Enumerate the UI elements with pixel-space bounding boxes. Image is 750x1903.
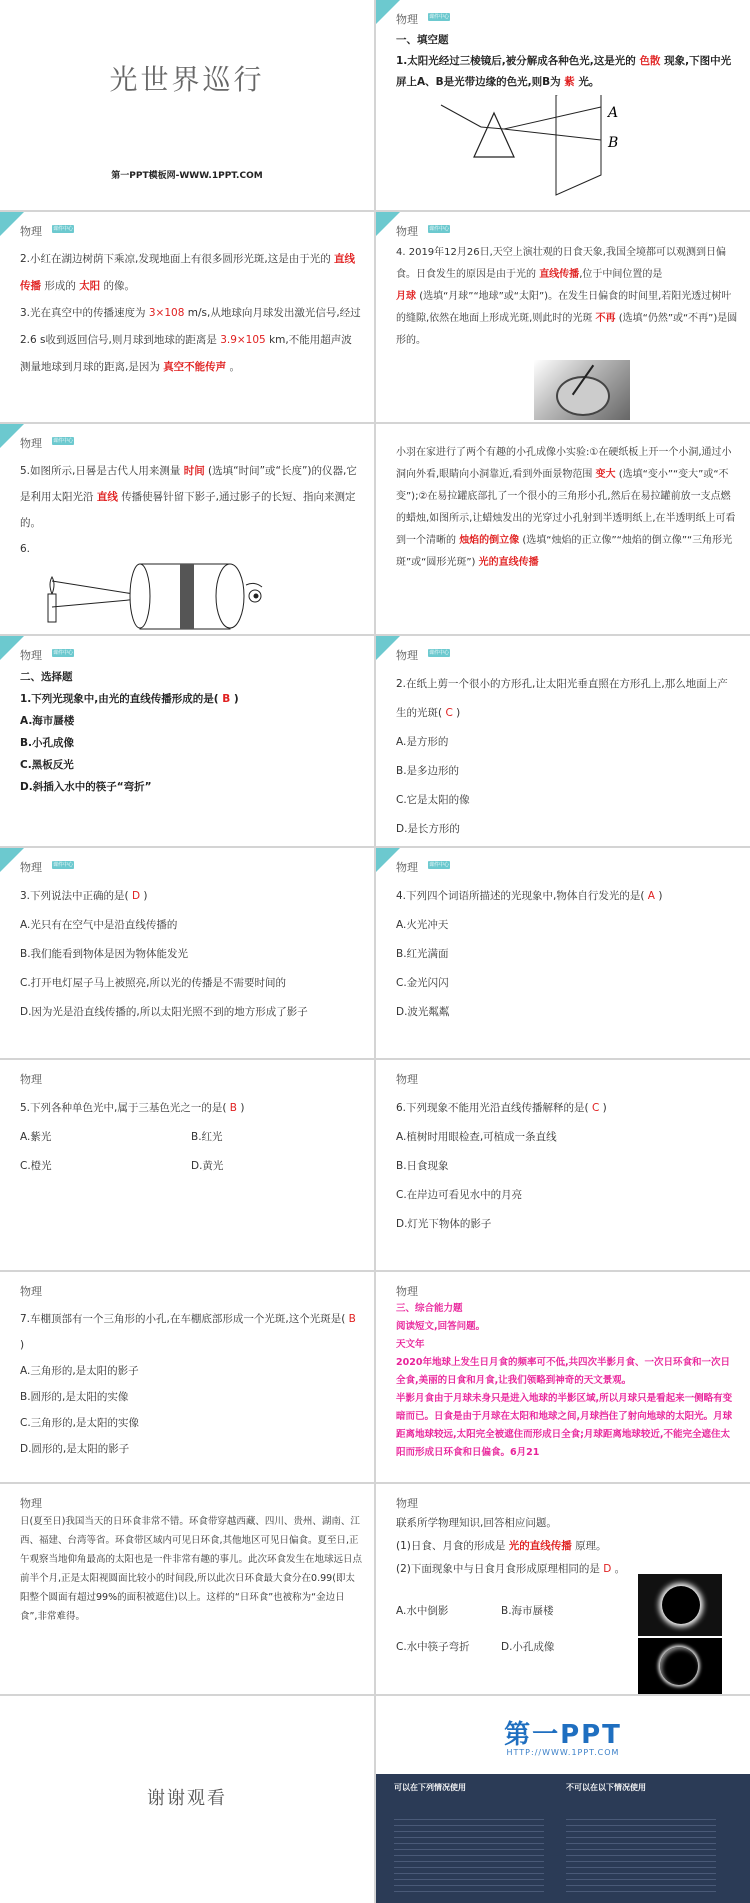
option: B.红光: [191, 1131, 223, 1143]
option: D.是长方形的: [396, 823, 460, 835]
option: A.火光冲天: [396, 919, 449, 931]
option: B.是多边形的: [396, 765, 460, 777]
passage-title: 天文年: [396, 1339, 425, 1350]
cover-subtitle: 第一PPT模板网-WWW.1PPT.COM: [111, 171, 263, 181]
passage-paragraph: 日(夏至日)我国当天的日环食非常不错。环食带穿越西藏、四川、贵州、湖南、江西、福建、台湾等省。环食带区域内可见日环食,其他地区可见日偏食。夏至日,正午观察当地仰角最高的太阳也是一件非常有趣的事儿。此次环食发生在地球远日点前半个月,正是太阳视圆面比较小的时间段,所以此次日环食最大食分在0.99(即太阳整个圆面有超过99%的面积被遮住)以上。这样的“日环食”也被称为“金边日食”,非常难得。: [20, 1516, 363, 1622]
question-number: 6.: [20, 543, 31, 555]
question-text: 2.在纸上剪一个很小的方形孔,让太阳光垂直照在方形孔上,那么地面上产生的光斑( C ): [396, 678, 728, 719]
option: A.水中倒影: [396, 1605, 449, 1617]
brand-logo: 第一PPT: [504, 1720, 622, 1750]
question-text: 小羽在家进行了两个有趣的小孔成像小实验:①在硬纸板上开一个小洞,通过小洞向外看,眼睛向小洞靠近,看到外面景物范围 变大 (选填“变小”“变大”或“不变”);②在易拉罐底部扎了一个很小的三角形小孔,然后在易拉罐前放一支点燃的蜡烛,如图所示,让蜡烛发出的光穿过小孔射到半透明纸上,在半透明纸上可看到一个清晰的 烛焰的倒立像 (选填“烛焰的正立像”“烛焰的倒立像”“三角形光斑”或“圆形光斑”) 光的直线传播: [396, 447, 736, 568]
question-text: 5.如图所示,日晷是古代人用来测量 时间 (选填“时间”或“长度”)的仪器,它是利用太阳光沿 直线 传播使晷针留下影子,通过影子的长短、指向来测定的。: [20, 465, 357, 529]
option: C.在岸边可看见水中的月亮: [396, 1189, 523, 1201]
slide-fill-4: 物理 课件中心 5.如图所示,日晷是古代人用来测量 时间 (选填“时间”或“长度”)的仪器,它是利用太阳光沿 直线 传播使晷针留下影子,通过影子的长短、指向来测定的。 6.: [0, 424, 374, 634]
option: A.光只有在空气中是沿直线传播的: [20, 919, 178, 931]
thanks-text: 谢谢观看: [147, 1788, 227, 1809]
slide-fill-2: 物理 课件中心 2.小红在湖边树荫下乘凉,发现地面上有很多圆形光斑,这是由于光的 直线传播 形成的 太阳 的像。 3.光在真空中的传播速度为 3×108 m/s,从地球向月球发出激光信号,经过2.6 s收到返回信号,则月球到地球的距离是 3.9×105 km,不能用超声波测量地球到月球的距离,是因为 真空不能传声 。: [0, 212, 374, 422]
solar-eclipse-image-2: [638, 1638, 722, 1694]
option: C.橙光: [20, 1160, 52, 1172]
solar-eclipse-image-1: [638, 1574, 722, 1636]
question-text: 5.下列各种单色光中,属于三基色光之一的是( B ): [20, 1102, 245, 1114]
question-text: (1)日食、月食的形成是 光的直线传播 原理。: [396, 1540, 607, 1552]
option: D.波光粼粼: [396, 1006, 450, 1018]
question-text: 1.太阳光经过三棱镜后,被分解成各种色光,这是光的 色散 现象,下图中光屏上A、B是光带边缘的色光,则B为 紫 光。: [396, 55, 732, 88]
slide-reading-cont: 物理 日(夏至日)我国当天的日环食非常不错。环食带穿越西藏、四川、贵州、湖南、江西、福建、台湾等省。环食带区域内可见日环食,其他地区可见日偏食。夏至日,正午观察当地仰角最高的太阳也是一件非常有趣的事儿。此次环食发生在地球远日点前半个月,正是太阳视圆面比较小的时间段,所以此次日环食最大食分在0.99(即太阳整个圆面有超过99%的面积被遮住)以上。这样的“日环食”也被称为“金边日食”,非常难得。: [0, 1484, 374, 1694]
question-text: (2)下面现象中与日食月食形成原理相同的是 D 。: [396, 1563, 626, 1575]
passage-paragraph: 2020年地球上发生日月食的频率可不低,共四次半影月食、一次日环食和一次日全食,美丽的日食和月食,让我们领略到神奇的天文景观。: [396, 1357, 731, 1386]
pinhole-camera-diagram: [40, 559, 320, 634]
option: D.斜插入水中的筷子“弯折”: [20, 781, 152, 793]
option: B.我们能看到物体是因为物体能发光: [20, 948, 189, 960]
option: C.黑板反光: [20, 759, 74, 771]
option: B.小孔成像: [20, 737, 74, 749]
reading-instruction: 阅读短文,回答问题。: [396, 1321, 486, 1332]
slide-cover: [0, 0, 374, 210]
slide-reading-questions: 物理 联系所学物理知识,回答相应问题。 (1)日食、月食的形成是 光的直线传播 原理。 (2)下面现象中与日食月食形成原理相同的是 D 。 A.水中倒影 B.海市蜃楼 C.水中筷子弯折 D.小孔成像: [376, 1484, 750, 1694]
question-text: 6.下列现象不能用光沿直线传播解释的是( C ): [396, 1102, 607, 1114]
cover-title: 光世界巡行: [109, 63, 265, 96]
option: A.海市蜃楼: [20, 715, 75, 727]
passage-paragraph: 半影月食由于月球未身只是进入地球的半影区域,所以月球只是看起来一侧略有变暗而已。日食是由于月球在太阳和地球之间,月球挡住了射向地球的太阳光。月球距离地球较远,太阳完全被遮住而形成日全食;月球距离地球较近,不能完全遮住太阳而形成日环食和日偏食。6月21: [396, 1393, 733, 1458]
slide-fill-1: [376, 0, 750, 210]
option: C.它是太阳的像: [396, 794, 470, 806]
slide-choice-2: 物理 课件中心 2.在纸上剪一个很小的方形孔,让太阳光垂直照在方形孔上,那么地面上产生的光斑( C ) A.是方形的 B.是多边形的 C.它是太阳的像 D.是长方形的: [376, 636, 750, 846]
subject-label: 物理: [396, 14, 418, 26]
option: A.三角形的,是太阳的影子: [20, 1365, 139, 1377]
option: B.红光满面: [396, 948, 449, 960]
option: B.海市蜃楼: [501, 1605, 554, 1617]
slide-choice-1: 物理 课件中心 二、选择题 1.下列光现象中,由光的直线传播形成的是( B ) A.海市蜃楼 B.小孔成像 C.黑板反光 D.斜插入水中的筷子“弯折”: [0, 636, 374, 846]
section-title: 二、选择题: [20, 671, 73, 683]
slide-choice-6: 物理 6.下列现象不能用光沿直线传播解释的是( C ) A.植树时用眼检查,可植成一条直线 B.日食现象 C.在岸边可看见水中的月亮 D.灯光下物体的影子: [376, 1060, 750, 1270]
option: A.紫光: [20, 1131, 52, 1143]
slide-choice-4: 物理 课件中心 4.下列四个词语所描述的光现象中,物体自行发光的是( A ) A.火光冲天 B.红光满面 C.金光闪闪 D.波光粼粼: [376, 848, 750, 1058]
question-text: 4. 2019年12月26日,天空上演壮观的日食天象,我国全境都可以观测到日偏食。日食发生的原因是由于光的 直线传播,位于中间位置的是 月球 (选填“月球”“地球”或“太阳”)。在发生日偏食的时间里,若阳光透过树叶的缝隙,依然在地面上形成光斑,则此时的光斑 不再 (选填“仍然”或“不再”)是圆形的。: [396, 247, 738, 346]
question-text: 2.小红在湖边树荫下乘凉,发现地面上有很多圆形光斑,这是由于光的 直线传播 形成的 太阳 的像。: [20, 253, 356, 292]
option: D.灯光下物体的影子: [396, 1218, 492, 1230]
slide-choice-5: 物理 5.下列各种单色光中,属于三基色光之一的是( B ) A.紫光 B.红光 C.橙光 D.黄光: [0, 1060, 374, 1270]
slide-ad: [376, 1696, 750, 1903]
question-text: 4.下列四个词语所描述的光现象中,物体自行发光的是( A ): [396, 890, 663, 902]
slide-choice-7: 物理 7.车棚顶部有一个三角形的小孔,在车棚底部形成一个光斑,这个光斑是( B ) A.三角形的,是太阳的影子 B.圆形的,是太阳的实像 C.三角形的,是太阳的实像 D.圆形的,是太阳的影子: [0, 1272, 374, 1482]
option: D.小孔成像: [501, 1641, 555, 1653]
section-title: 三、综合能力题: [396, 1303, 463, 1314]
option: D.圆形的,是太阳的影子: [20, 1443, 130, 1455]
option: D.黄光: [191, 1160, 224, 1172]
option: C.三角形的,是太阳的实像: [20, 1417, 140, 1429]
svg-text:B: B: [608, 135, 619, 151]
option: A.是方形的: [396, 736, 449, 748]
slide-fill-3: 物理 课件中心 4. 2019年12月26日,天空上演壮观的日食天象,我国全境都可以观测到日偏食。日食发生的原因是由于光的 直线传播,位于中间位置的是 月球 (选填“月球”“地球”或“太阳”)。在发生日偏食的时间里,若阳光透过树叶的缝隙,依然在地面上形成光斑,则此时的光斑 不再 (选填“仍然”或“不再”)是圆形的。: [376, 212, 750, 422]
option: D.因为光是沿直线传播的,所以太阳光照不到的地方形成了影子: [20, 1006, 308, 1018]
option: C.水中筷子弯折: [396, 1641, 470, 1653]
question-text: 7.车棚顶部有一个三角形的小孔,在车棚底部形成一个光斑,这个光斑是( B ): [20, 1313, 356, 1351]
option: B.圆形的,是太阳的实像: [20, 1391, 129, 1403]
sundial-photo: [534, 360, 630, 420]
instruction: 联系所学物理知识,回答相应问题。: [396, 1517, 557, 1529]
slide-choice-3: 物理 课件中心 3.下列说法中正确的是( D ) A.光只有在空气中是沿直线传播的 B.我们能看到物体是因为物体能发光 C.打开电灯屋子马上被照亮,所以光的传播是不需要时间的 D.因为光是沿直线传播的,所以太阳光照不到的地方形成了影子: [0, 848, 374, 1058]
slide-thanks: [0, 1696, 374, 1903]
question-text: 1.下列光现象中,由光的直线传播形成的是( B ): [20, 693, 239, 705]
brand-url: HTTP://WWW.1PPT.COM: [506, 1748, 620, 1757]
question-text: 3.下列说法中正确的是( D ): [20, 890, 148, 902]
svg-text:A: A: [608, 105, 619, 121]
subject-label: 物理: [20, 226, 42, 238]
option: A.植树时用眼检查,可植成一条直线: [396, 1131, 557, 1143]
usage-forbidden: 不可以在以下情况使用: [566, 1783, 646, 1792]
slide-fill-5: [376, 424, 750, 634]
option: B.日食现象: [396, 1160, 449, 1172]
ad-footer: [376, 1774, 750, 1903]
badge: 课件中心: [428, 14, 449, 20]
prism-diagram: [436, 95, 636, 205]
usage-allowed: 可以在下列情况使用: [394, 1783, 466, 1792]
slide-reading: 物理 三、综合能力题 阅读短文,回答问题。 天文年 2020年地球上发生日月食的频率可不低,共四次半影月食、一次日环食和一次日全食,美丽的日食和月食,让我们领略到神奇的天文景观。 半影月食由于月球未身只是进入地球的半影区域,所以月球只是看起来一侧略有变暗而已。日食是由于月球在太阳和地球之间,月球挡住了射向地球的太阳光。月球距离地球较远,太阳完全被遮住而形成日全食;月球距离地球较近,不能完全遮住太阳而形成日环食和日偏食。6月21: [376, 1272, 750, 1482]
section-title: 一、填空题: [396, 34, 449, 46]
option: C.金光闪闪: [396, 977, 449, 989]
option: C.打开电灯屋子马上被照亮,所以光的传播是不需要时间的: [20, 977, 287, 989]
question-text: 3.光在真空中的传播速度为 3×108 m/s,从地球向月球发出激光信号,经过2.6 s收到返回信号,则月球到地球的距离是 3.9×105 km,不能用超声波测量地球到月球的距离,是因为 真空不能传声 。: [20, 307, 361, 373]
